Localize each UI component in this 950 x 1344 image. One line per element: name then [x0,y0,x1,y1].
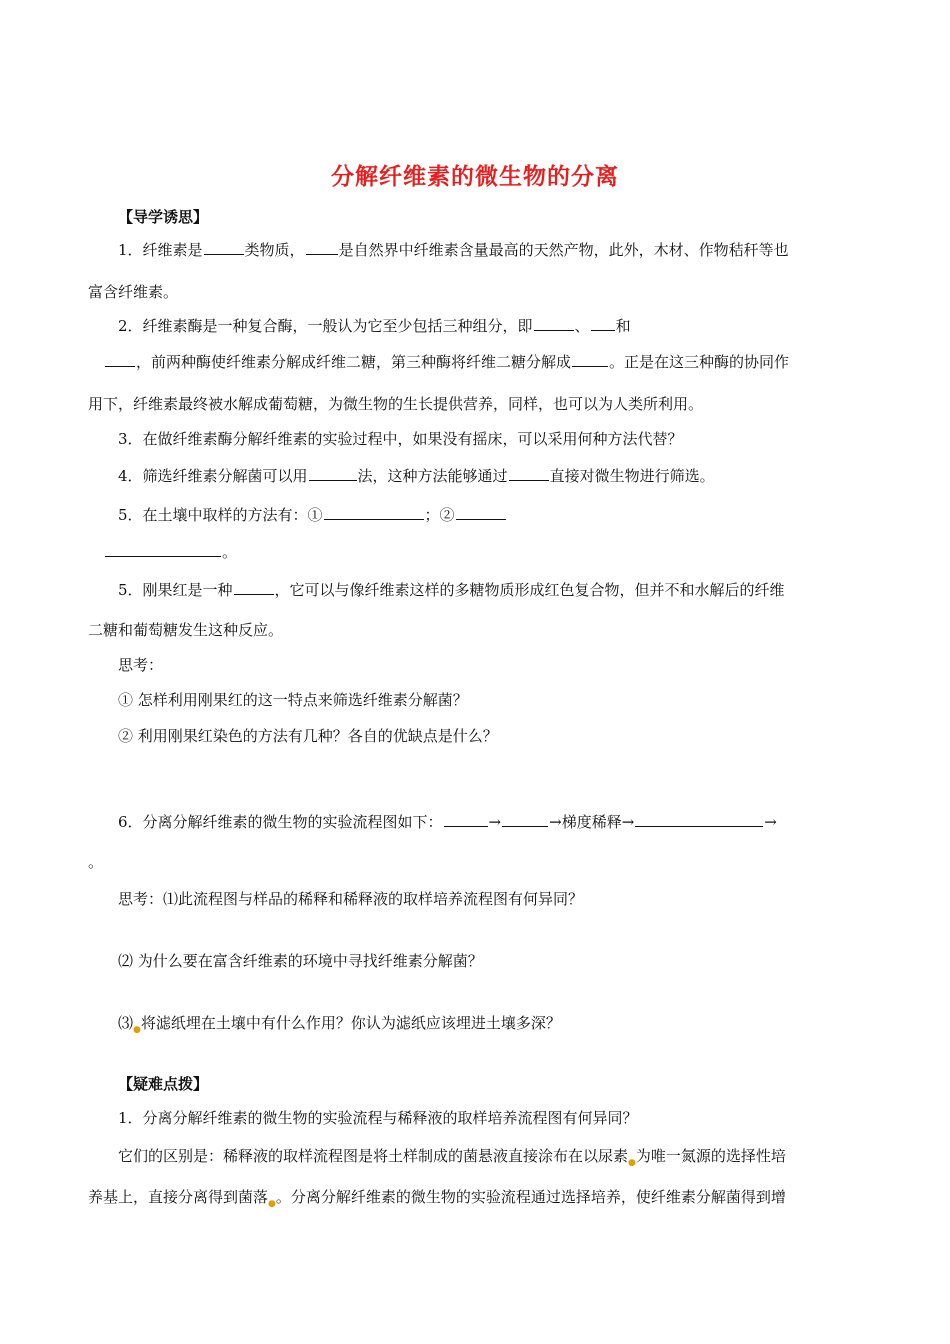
question-3: 3．在做纤维素酶分解纤维素的实验过程中，如果没有摇床，可以采用何种方法代替？ [118,430,683,448]
question-5a-line-2: 。 [104,542,237,562]
question-2-line-3: 用下，纤维素最终被水解成葡萄糖，为微生物的生长提供营养，同样，也可以为人类所利用。 [88,395,704,413]
think2-item-2: ⑵ 为什么要在富含纤维素的环境中寻找纤维素分解菌？ [118,952,483,970]
question-1-line-1: 1．纤维素是 类物质， 是自然界中纤维素含量最高的天然产物，此外，木材、作物秸秆等也 [118,241,789,259]
blank [105,352,135,367]
blank [306,240,338,255]
guide-section-header: 【导学诱思】 [118,208,209,226]
think2-item-1: 思考：⑴此流程图与样品的稀释和稀释液的取样培养流程图有何异同？ [118,890,584,908]
mark-dot: ● [628,1158,636,1168]
blank [502,812,548,827]
question-6: 6．分离分解纤维素的微生物的实验流程图如下： → →梯度稀释→ → [118,813,777,831]
mark-dot: ● [133,1025,141,1035]
blank [635,812,763,827]
blank [456,505,506,520]
question-1-line-2: 富含纤维素。 [88,283,179,301]
blank [509,466,549,481]
question-4: 4．筛选纤维素分解菌可以用 法，这种方法能够通过 直接对微生物进行筛选。 [118,467,715,485]
blank [105,542,221,557]
question-6-end: 。 [88,853,104,871]
think-item-2: ② 利用刚果红染色的方法有几种？各自的优缺点是什么？ [118,727,498,745]
blank [534,316,574,331]
page-title: 分解纤维素的微生物的分离 [331,163,619,190]
blank [572,352,608,367]
question-5b-line-1: 5．刚果红是一种 ，它可以与像纤维素这样的多糖物质形成红色复合物，但并不和水解后的纤维 [118,581,785,599]
blank [234,580,274,595]
question-5b-line-2: 二糖和葡萄糖发生这种反应。 [88,621,284,639]
think-label: 思考： [118,656,164,674]
difficulty-section-header: 【疑难点拨】 [118,1075,209,1093]
blank [204,240,244,255]
think2-item-3: $⑶_●$将滤纸埋在土壤中有什么作用？你认为滤纸应该埋进土壤多深？ [118,1014,561,1035]
difficulty-question-1: 1．分离分解纤维素的微生物的实验流程与稀释液的取样培养流程图有何异同？ [118,1109,638,1127]
blank [324,505,424,520]
question-2-line-1: 2．纤维素酶是一种复合酶，一般认为它至少包括三种组分，即 、 和 [118,317,631,335]
blank [309,466,357,481]
blank [591,316,615,331]
blank [444,812,488,827]
question-2-line-2: ，前两种酶使纤维素分解成纤维二糖，第三种酶将纤维二糖分解成 。正是在这三种酶的协同作 [104,352,789,372]
difficulty-para-line-2: 养基上，直接分离得到菌落$_●$。分离分解纤维素的微生物的实验流程通过选择培养，使纤维素分解菌得到增 [88,1188,786,1209]
question-5a-line-1: 5．在土壤中取样的方法有：① ；② [118,505,507,525]
mark-dot: ● [268,1199,276,1209]
think-item-1: ① 怎样利用刚果红的这一特点来筛选纤维素分解菌？ [118,691,468,709]
difficulty-para-line-1: 它们的区别是：稀释液的取样流程图是将土样制成的菌悬液直接涂布在以尿素$_●$为唯一氮源的选择性培 [118,1147,786,1168]
